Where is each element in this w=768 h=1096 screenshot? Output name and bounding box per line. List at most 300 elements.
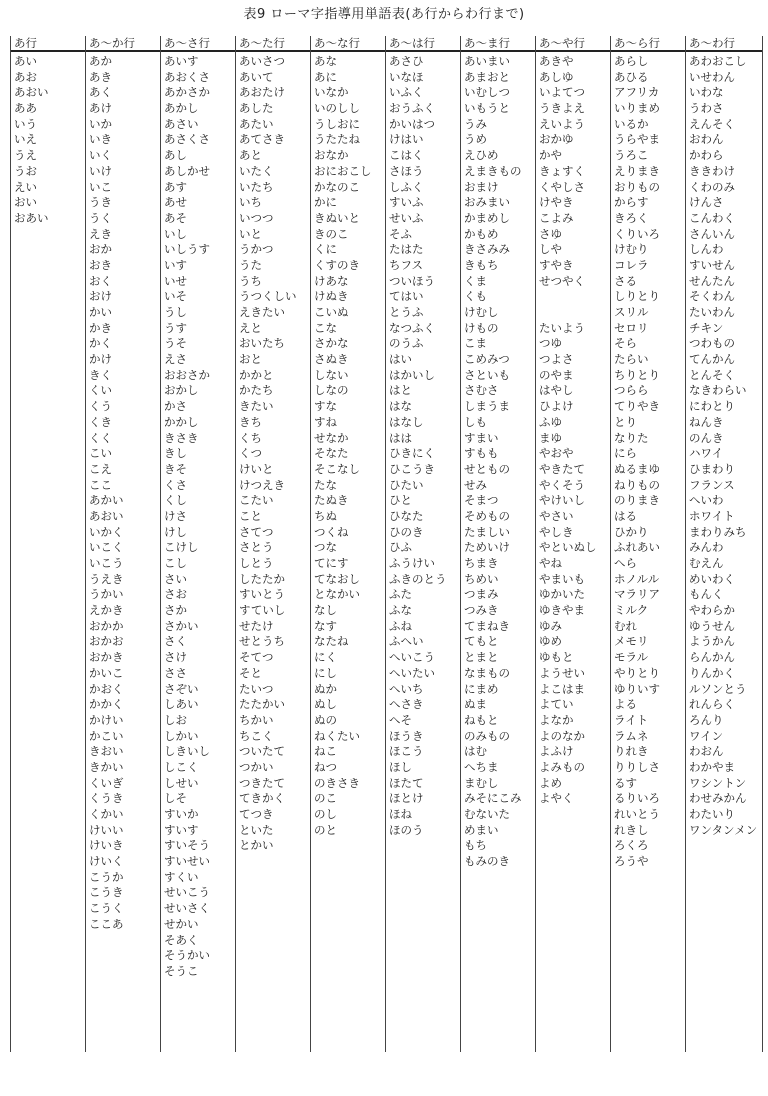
word-cell: かたち bbox=[239, 383, 274, 398]
word-cell: かこい bbox=[89, 728, 124, 743]
word-cell: ぬるまゆ bbox=[614, 461, 660, 476]
word-cell: さんいん bbox=[689, 226, 735, 241]
word-cell: けいと bbox=[239, 461, 274, 476]
word-cell: セロリ bbox=[614, 320, 649, 335]
column-header: あ〜か行 bbox=[86, 36, 161, 52]
word-cell: はかいし bbox=[389, 367, 435, 382]
word-cell: くいぎ bbox=[89, 775, 124, 790]
word-cell: おうふく bbox=[389, 101, 435, 116]
word-cell: ためいけ bbox=[464, 540, 510, 555]
word-cell: きそ bbox=[164, 461, 187, 476]
column-a-ta-gyou bbox=[235, 36, 311, 1052]
word-cell: へそ bbox=[389, 712, 412, 727]
word-cell: ワイン bbox=[689, 728, 724, 743]
word-cell: けいき bbox=[89, 838, 124, 853]
word-cell: はい bbox=[389, 352, 412, 367]
word-list bbox=[161, 52, 236, 980]
word-cell: はむ bbox=[464, 744, 487, 759]
word-cell: さく bbox=[164, 634, 187, 649]
word-cell: あけ bbox=[89, 101, 112, 116]
word-cell bbox=[539, 305, 611, 321]
word-cell: さけ bbox=[164, 650, 187, 665]
word-cell: しりとり bbox=[614, 289, 660, 304]
word-cell: ひたい bbox=[389, 477, 424, 492]
word-cell: やしき bbox=[539, 524, 574, 539]
word-cell: あいて bbox=[239, 69, 274, 84]
word-cell: いこく bbox=[89, 540, 124, 555]
word-cell: ついほう bbox=[389, 273, 435, 288]
word-cell: あおくさ bbox=[164, 69, 210, 84]
word-cell: はやし bbox=[539, 383, 574, 398]
word-cell: てもと bbox=[464, 634, 499, 649]
word-cell: かい bbox=[89, 305, 112, 319]
word-cell: えりまき bbox=[614, 163, 660, 178]
word-cell: ほね bbox=[389, 807, 412, 821]
word-cell: アフリカ bbox=[614, 85, 660, 100]
column-a-ya-gyou bbox=[535, 36, 611, 1052]
word-cell: ひきにく bbox=[389, 446, 435, 461]
word-cell: あす bbox=[164, 179, 187, 194]
word-cell: かさ bbox=[164, 399, 187, 414]
word-cell: へら bbox=[614, 556, 637, 570]
word-cell: ぬか bbox=[314, 681, 337, 696]
word-cell: いそ bbox=[164, 289, 187, 304]
word-cell: たましい bbox=[464, 524, 510, 539]
column-header: あ〜た行 bbox=[236, 36, 311, 52]
word-cell: たたかい bbox=[239, 697, 285, 712]
word-cell: よる bbox=[614, 697, 637, 712]
word-cell: てつき bbox=[239, 807, 274, 821]
word-cell: ほのう bbox=[389, 822, 424, 837]
word-cell: かかく bbox=[89, 697, 124, 712]
word-cell: ちかい bbox=[239, 712, 274, 727]
word-cell: けはい bbox=[389, 132, 424, 147]
word-cell: いか bbox=[89, 116, 112, 131]
word-cell: てにす bbox=[314, 556, 349, 570]
word-cell: すな bbox=[314, 399, 337, 414]
word-cell: あおい bbox=[14, 85, 49, 100]
word-cell: ほし bbox=[389, 759, 412, 774]
word-cell: ぬし bbox=[314, 697, 337, 712]
word-cell: ふな bbox=[389, 603, 412, 618]
word-cell: てまねき bbox=[464, 618, 510, 633]
word-cell: すもも bbox=[464, 446, 499, 461]
word-cell: むえん bbox=[689, 556, 724, 570]
word-cell: ようせい bbox=[539, 665, 585, 680]
column-header: あ〜は行 bbox=[386, 36, 461, 52]
word-cell: うかい bbox=[89, 587, 124, 602]
word-cell: たな bbox=[314, 477, 337, 492]
word-cell: こえ bbox=[89, 461, 112, 476]
word-cell: こよみ bbox=[539, 210, 574, 225]
word-cell: いなか bbox=[314, 85, 349, 100]
word-cell: うた bbox=[239, 257, 262, 272]
word-cell: もんく bbox=[689, 587, 724, 602]
word-cell: しなの bbox=[314, 383, 349, 398]
word-cell: えひめ bbox=[464, 148, 499, 163]
word-cell: おけ bbox=[89, 289, 112, 304]
word-cell: といた bbox=[239, 822, 274, 837]
word-cell: うつくしい bbox=[239, 289, 297, 304]
word-cell: よふけ bbox=[539, 744, 574, 759]
word-cell: ひこうき bbox=[389, 461, 435, 476]
word-cell: さといも bbox=[464, 367, 510, 382]
word-cell: ワンタンメン bbox=[689, 822, 758, 837]
word-cell: ちこく bbox=[239, 728, 274, 743]
word-cell: いせわん bbox=[689, 69, 735, 84]
word-cell: きく bbox=[89, 367, 112, 382]
column-header: あ〜ら行 bbox=[611, 36, 686, 52]
word-cell: あかし bbox=[164, 101, 199, 116]
word-cell: フランス bbox=[689, 477, 735, 492]
word-cell: うえ bbox=[14, 148, 37, 163]
word-cell: ゆかいた bbox=[539, 587, 585, 602]
word-cell: ひふ bbox=[389, 540, 412, 555]
word-cell: さゆ bbox=[539, 226, 562, 241]
word-cell: かおく bbox=[89, 681, 124, 696]
word-cell: コレラ bbox=[614, 257, 649, 272]
word-cell: えまきもの bbox=[464, 163, 522, 178]
word-cell: あく bbox=[89, 85, 112, 100]
table-title: 表9 ローマ字指導用単語表(あ行からわ行まで) bbox=[243, 7, 525, 22]
word-cell: うわさ bbox=[689, 101, 724, 116]
word-cell: れきし bbox=[614, 822, 649, 837]
word-cell: さとう bbox=[239, 540, 274, 555]
word-cell: きもち bbox=[464, 257, 499, 272]
word-cell: そなた bbox=[314, 446, 349, 461]
word-cell: よみもの bbox=[539, 759, 585, 774]
word-cell: おいたち bbox=[239, 336, 285, 351]
word-cell: えい bbox=[14, 179, 37, 194]
word-cell: かまめし bbox=[464, 210, 510, 225]
word-cell: あな bbox=[314, 54, 337, 68]
word-cell: ろくろ bbox=[614, 838, 649, 853]
word-cell: よのなか bbox=[539, 728, 585, 743]
word-cell: あと bbox=[239, 148, 262, 163]
word-cell: くも bbox=[464, 289, 487, 304]
word-cell: くりいろ bbox=[614, 226, 660, 241]
word-cell: さぬき bbox=[314, 352, 349, 367]
word-cell: てりやき bbox=[614, 399, 660, 414]
word-cell: うそ bbox=[164, 336, 187, 351]
word-cell: しんわ bbox=[689, 242, 724, 257]
word-cell: ねもと bbox=[464, 712, 499, 727]
word-cell: いふく bbox=[389, 85, 424, 100]
word-cell: なし bbox=[314, 603, 337, 618]
word-cell: けいく bbox=[89, 854, 124, 869]
word-cell: とり bbox=[614, 414, 637, 429]
word-cell: ふきのとう bbox=[389, 571, 447, 586]
word-cell: うき bbox=[89, 195, 112, 210]
column-header: あ〜や行 bbox=[536, 36, 611, 52]
word-cell: おかし bbox=[164, 383, 199, 398]
word-cell: せかい bbox=[164, 916, 199, 931]
word-cell: へさき bbox=[389, 697, 424, 712]
word-cell: ろうや bbox=[614, 854, 649, 869]
word-cell: つみき bbox=[464, 603, 499, 618]
word-cell: うたたね bbox=[314, 132, 360, 147]
word-cell: よてい bbox=[539, 697, 574, 712]
word-cell: せいこう bbox=[164, 885, 210, 900]
word-cell: ささ bbox=[164, 665, 187, 680]
word-cell: とまと bbox=[464, 650, 499, 665]
word-cell: ゆりいす bbox=[614, 681, 660, 696]
column-a-sa-gyou bbox=[160, 36, 236, 1052]
word-cell: くし bbox=[164, 493, 187, 508]
word-cell: かもめ bbox=[464, 226, 499, 241]
word-cell: あおたけ bbox=[239, 85, 285, 100]
word-cell: つくね bbox=[314, 524, 349, 539]
word-cell: いこう bbox=[89, 556, 124, 570]
word-cell: なりた bbox=[614, 430, 649, 445]
word-cell: りんかく bbox=[689, 665, 735, 680]
word-cell: そうこ bbox=[164, 963, 199, 978]
word-cell: チキン bbox=[689, 320, 724, 335]
word-cell: はな bbox=[389, 399, 412, 414]
word-cell: こな bbox=[314, 320, 337, 335]
word-cell: あかい bbox=[89, 493, 124, 508]
word-cell: いよてつ bbox=[539, 85, 585, 100]
word-cell: つゆ bbox=[539, 336, 562, 351]
word-cell: いのしし bbox=[314, 101, 360, 116]
word-cell: いつつ bbox=[239, 210, 274, 225]
word-cell: あさくさ bbox=[164, 132, 210, 147]
word-cell: すいふ bbox=[389, 195, 424, 210]
word-cell: くわのみ bbox=[689, 179, 735, 194]
word-cell: のきさき bbox=[314, 775, 360, 790]
word-cell: ああ bbox=[14, 101, 37, 116]
word-cell: あひる bbox=[614, 69, 649, 84]
word-cell: いたち bbox=[239, 179, 274, 194]
word-cell: おまけ bbox=[464, 179, 499, 194]
word-cell: ひなた bbox=[389, 508, 424, 523]
word-cell: なまもの bbox=[464, 665, 510, 680]
word-cell: みんわ bbox=[689, 540, 724, 555]
word-cell: やおや bbox=[539, 446, 574, 461]
word-cell: あおい bbox=[89, 508, 124, 523]
word-cell: ついたて bbox=[239, 744, 285, 759]
word-cell: いりまめ bbox=[614, 101, 660, 116]
word-cell: いこ bbox=[89, 179, 112, 194]
word-cell: きち bbox=[239, 414, 262, 429]
word-cell: あい bbox=[14, 54, 37, 68]
word-cell: こたい bbox=[239, 493, 274, 508]
word-cell: さい bbox=[164, 571, 187, 586]
word-cell: らんかん bbox=[689, 650, 735, 665]
word-cell: えと bbox=[239, 320, 262, 335]
word-cell: かいはつ bbox=[389, 116, 435, 131]
word-cell: こい bbox=[89, 446, 112, 461]
word-cell: かかと bbox=[239, 367, 274, 382]
word-cell: すやき bbox=[539, 257, 574, 272]
word-cell: ちまき bbox=[464, 556, 499, 570]
word-cell: いるか bbox=[614, 116, 649, 131]
word-cell: きおい bbox=[89, 744, 124, 759]
word-cell: ここあ bbox=[89, 916, 124, 931]
word-cell: せたけ bbox=[239, 618, 274, 633]
word-cell: ようかん bbox=[689, 634, 735, 649]
word-cell: まゆ bbox=[539, 430, 562, 445]
word-cell: たいつ bbox=[239, 681, 274, 696]
word-cell: きのこ bbox=[314, 226, 349, 241]
word-cell: まわりみち bbox=[689, 524, 747, 539]
word-cell: うし bbox=[164, 305, 187, 319]
word-cell: くすのき bbox=[314, 257, 360, 272]
word-table bbox=[10, 36, 762, 1052]
word-cell: えかき bbox=[89, 603, 124, 618]
word-cell: なきわらい bbox=[689, 383, 747, 398]
word-cell: おき bbox=[89, 257, 112, 272]
word-cell: ふれあい bbox=[614, 540, 660, 555]
word-cell: のと bbox=[314, 822, 337, 837]
word-cell: くき bbox=[89, 414, 112, 429]
column-a-ma-gyou bbox=[460, 36, 536, 1052]
word-cell: よやく bbox=[539, 791, 574, 806]
word-cell: さお bbox=[164, 587, 187, 602]
word-cell: へちま bbox=[464, 759, 499, 774]
word-cell: なす bbox=[314, 618, 337, 633]
word-cell: うち bbox=[239, 273, 262, 288]
word-cell: ゆもと bbox=[539, 650, 574, 665]
word-cell: いえ bbox=[14, 132, 37, 147]
word-cell: くうき bbox=[89, 791, 124, 806]
word-cell: そと bbox=[239, 665, 262, 680]
word-cell: とうふ bbox=[389, 305, 424, 319]
word-cell: さてつ bbox=[239, 524, 274, 539]
word-cell: わかやま bbox=[689, 759, 735, 774]
word-cell: せともの bbox=[464, 461, 510, 476]
column-a-ra-gyou bbox=[610, 36, 686, 1052]
word-cell: しとう bbox=[239, 556, 274, 570]
word-cell: よなか bbox=[539, 712, 574, 727]
word-cell: うお bbox=[14, 163, 37, 178]
word-cell: てはい bbox=[389, 289, 424, 304]
word-cell: うめ bbox=[464, 132, 487, 147]
word-cell: うしおに bbox=[314, 116, 360, 131]
word-cell: ひよけ bbox=[539, 399, 574, 414]
word-cell: るりいろ bbox=[614, 791, 660, 806]
word-cell: あいす bbox=[164, 54, 199, 68]
word-cell: かに bbox=[314, 195, 337, 210]
word-cell: ききわけ bbox=[689, 163, 735, 178]
word-cell: れんらく bbox=[689, 697, 735, 712]
word-cell: きろく bbox=[614, 210, 649, 225]
word-cell: やさい bbox=[539, 508, 574, 523]
word-cell: あき bbox=[89, 69, 112, 84]
word-cell: こうく bbox=[89, 901, 124, 916]
word-cell: ちめい bbox=[464, 571, 499, 586]
word-list bbox=[611, 52, 686, 870]
word-cell: けやき bbox=[539, 195, 574, 210]
word-cell: ふへい bbox=[389, 634, 424, 649]
word-cell: きたい bbox=[239, 399, 274, 414]
word-cell: やまいも bbox=[539, 571, 585, 586]
word-cell: あした bbox=[239, 101, 274, 116]
word-cell: くやしさ bbox=[539, 179, 585, 194]
word-cell: そら bbox=[614, 336, 637, 351]
word-cell: いせ bbox=[164, 273, 187, 288]
word-cell: せみ bbox=[464, 477, 487, 492]
word-cell: あてさき bbox=[239, 132, 285, 147]
word-cell: にら bbox=[614, 446, 637, 461]
word-cell: あさひ bbox=[389, 54, 424, 68]
word-cell: もみのき bbox=[464, 854, 510, 869]
column-header: あ〜わ行 bbox=[686, 36, 762, 52]
word-cell: きさき bbox=[164, 430, 199, 445]
word-cell: やくそう bbox=[539, 477, 585, 492]
word-list bbox=[11, 52, 86, 227]
word-cell: きし bbox=[164, 446, 187, 461]
word-cell: ろんり bbox=[689, 712, 724, 727]
word-cell: かわら bbox=[689, 148, 724, 163]
word-cell: すいとう bbox=[239, 587, 285, 602]
word-cell: ゆうせん bbox=[689, 618, 735, 633]
word-cell: すいせい bbox=[164, 854, 210, 869]
word-cell: つわもの bbox=[689, 336, 735, 351]
word-cell: まむし bbox=[464, 775, 499, 790]
word-cell: うえき bbox=[89, 571, 124, 586]
word-cell: てんかん bbox=[689, 352, 735, 367]
word-cell: おかゆ bbox=[539, 132, 574, 147]
word-cell: はと bbox=[389, 383, 412, 398]
word-cell: いち bbox=[239, 195, 262, 210]
word-cell: へいち bbox=[389, 681, 424, 696]
word-cell: こはく bbox=[389, 148, 424, 163]
word-cell: せいふ bbox=[389, 210, 424, 225]
word-cell: おわん bbox=[689, 132, 724, 147]
word-cell: ちりとり bbox=[614, 367, 660, 382]
word-cell: やりとり bbox=[614, 665, 660, 680]
word-cell: せんたん bbox=[689, 273, 735, 288]
word-cell: のりまき bbox=[614, 493, 660, 508]
word-cell: いう bbox=[14, 116, 37, 131]
word-cell: むないた bbox=[464, 807, 510, 821]
word-cell: さほう bbox=[389, 163, 424, 178]
word-cell: くつ bbox=[239, 446, 262, 461]
word-cell: へいこう bbox=[389, 650, 435, 665]
word-cell: くう bbox=[89, 399, 112, 414]
word-cell: えさ bbox=[164, 352, 187, 367]
word-cell: しふく bbox=[389, 179, 424, 194]
word-cell: そくわん bbox=[689, 289, 735, 304]
word-cell: ねくたい bbox=[314, 728, 360, 743]
word-list bbox=[461, 52, 536, 870]
word-cell: にし bbox=[314, 665, 337, 680]
word-cell: ルソンとう bbox=[689, 681, 747, 696]
word-cell: ゆめ bbox=[539, 634, 562, 649]
word-cell: りりしさ bbox=[614, 759, 660, 774]
word-cell: いけ bbox=[89, 163, 112, 178]
word-cell: つよさ bbox=[539, 352, 574, 367]
word-cell: こうか bbox=[89, 869, 124, 884]
word-cell: なたね bbox=[314, 634, 349, 649]
word-cell: けんさ bbox=[689, 195, 724, 210]
word-cell: おく bbox=[89, 273, 112, 288]
word-cell: あまおと bbox=[464, 69, 510, 84]
word-cell: ひかり bbox=[614, 524, 649, 539]
column-header: あ〜さ行 bbox=[161, 36, 236, 52]
word-cell: たいよう bbox=[539, 320, 585, 335]
word-cell: あお bbox=[14, 69, 37, 84]
word-cell: そまつ bbox=[464, 493, 499, 508]
word-cell: えき bbox=[89, 226, 112, 241]
word-cell: かなのこ bbox=[314, 179, 360, 194]
word-cell: ホノルル bbox=[614, 571, 660, 586]
word-cell: しお bbox=[164, 712, 187, 727]
word-cell: かけい bbox=[89, 712, 124, 727]
word-cell: さか bbox=[164, 603, 187, 618]
word-cell: あさい bbox=[164, 116, 199, 131]
